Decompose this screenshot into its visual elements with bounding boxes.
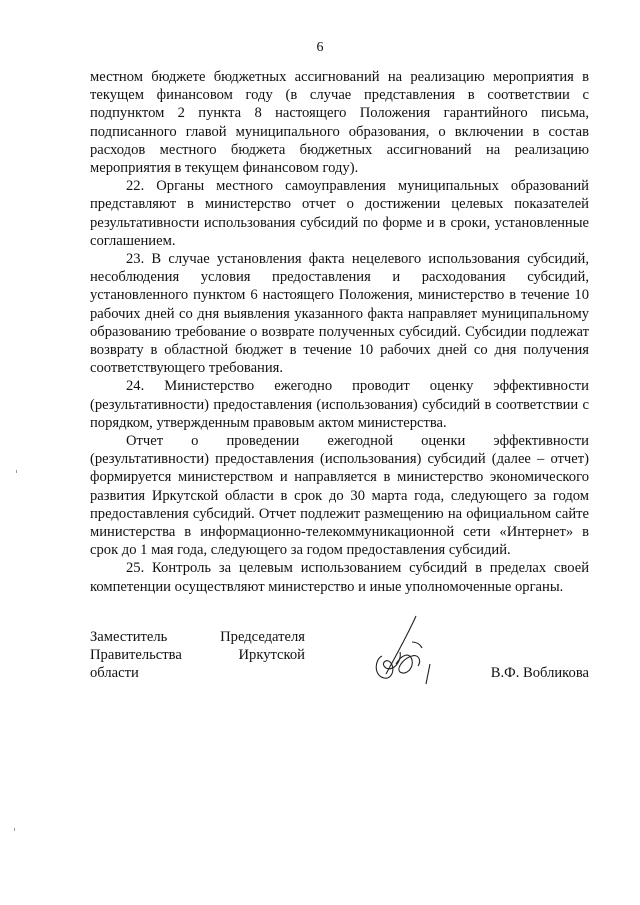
signatory-position (90, 628, 305, 683)
paragraph-continuation: местном бюджете бюджетных ассигнований на реализацию мероприятия в текущем финансовом году (в случае представления в соответствии с подпунктом 2 пункта 8 настоящего Положения гарантийного письма, подписанного главой муниципального образования, о включении в состав расходов местного бюджета бюджетных ассигнований на реализацию мероприятия в текущем финансовом году). (90, 69, 589, 177)
signatory-title-irkutsk: Иркутской (238, 647, 305, 664)
signatory-title-region: области (90, 665, 139, 682)
paragraph-24-report: Отчет о проведении ежегодной оценки эффективности (результативности) предоставления (использования) субсидий (далее – отчет) формируется министерством и направляется в министерство экономического развития Иркутской области в срок до 30 марта года, следующего за годом предоставления субсидий. Отчет подлежит размещению на официальном сайте министерства в информационно-телекоммуникационной сети «Интернет» в срок до 1 мая года, следующего за годом предоставления субсидий. (90, 433, 589, 559)
scan-speck (16, 470, 17, 473)
signature-block (90, 628, 589, 688)
paragraph-23: 23. В случае установления факта нецелевого использования субсидий, несоблюдения условия предоставления и расходования субсидий, установленного пунктом 6 настоящего Положения, министерство в течение 10 рабочих дней со дня выявления указанного факта направляет муниципальному образованию требование о возврате полученных субсидий. Субсидии подлежат возврату в областной бюджет в течение 10 рабочих дней со дня получения соответствующего требования. (90, 251, 589, 377)
paragraph-24: 24. Министерство ежегодно проводит оценку эффективности (результативности) предоставления (использования) субсидий в соответствии с порядком, утвержденным правовым актом министерства. (90, 378, 589, 431)
document-body (90, 68, 589, 596)
signatory-title-deputy: Заместитель (90, 629, 168, 645)
signatory-name: В.Ф. Вобликова (490, 665, 589, 681)
handwritten-signature-icon (372, 612, 444, 692)
signatory-title-chairman: Председателя (220, 629, 305, 645)
signatory-position-line-1 (90, 628, 305, 646)
signatory-position-line-2 (90, 646, 305, 664)
paragraph-22: 22. Органы местного самоуправления муниципальных образований представляют в министерство отчет о достижении целевых показателей результативности использования субсидий по форме и в сроки, установленные соглашением. (90, 178, 589, 249)
signatory-position-line-3 (90, 664, 305, 682)
signatory-title-government: Правительства (90, 647, 182, 664)
page-number: 6 (316, 40, 324, 55)
paragraph-25: 25. Контроль за целевым использованием субсидий в пределах своей компетенции осуществляют министерство и иные уполномоченные органы. (90, 560, 589, 595)
scan-speck (14, 828, 15, 831)
